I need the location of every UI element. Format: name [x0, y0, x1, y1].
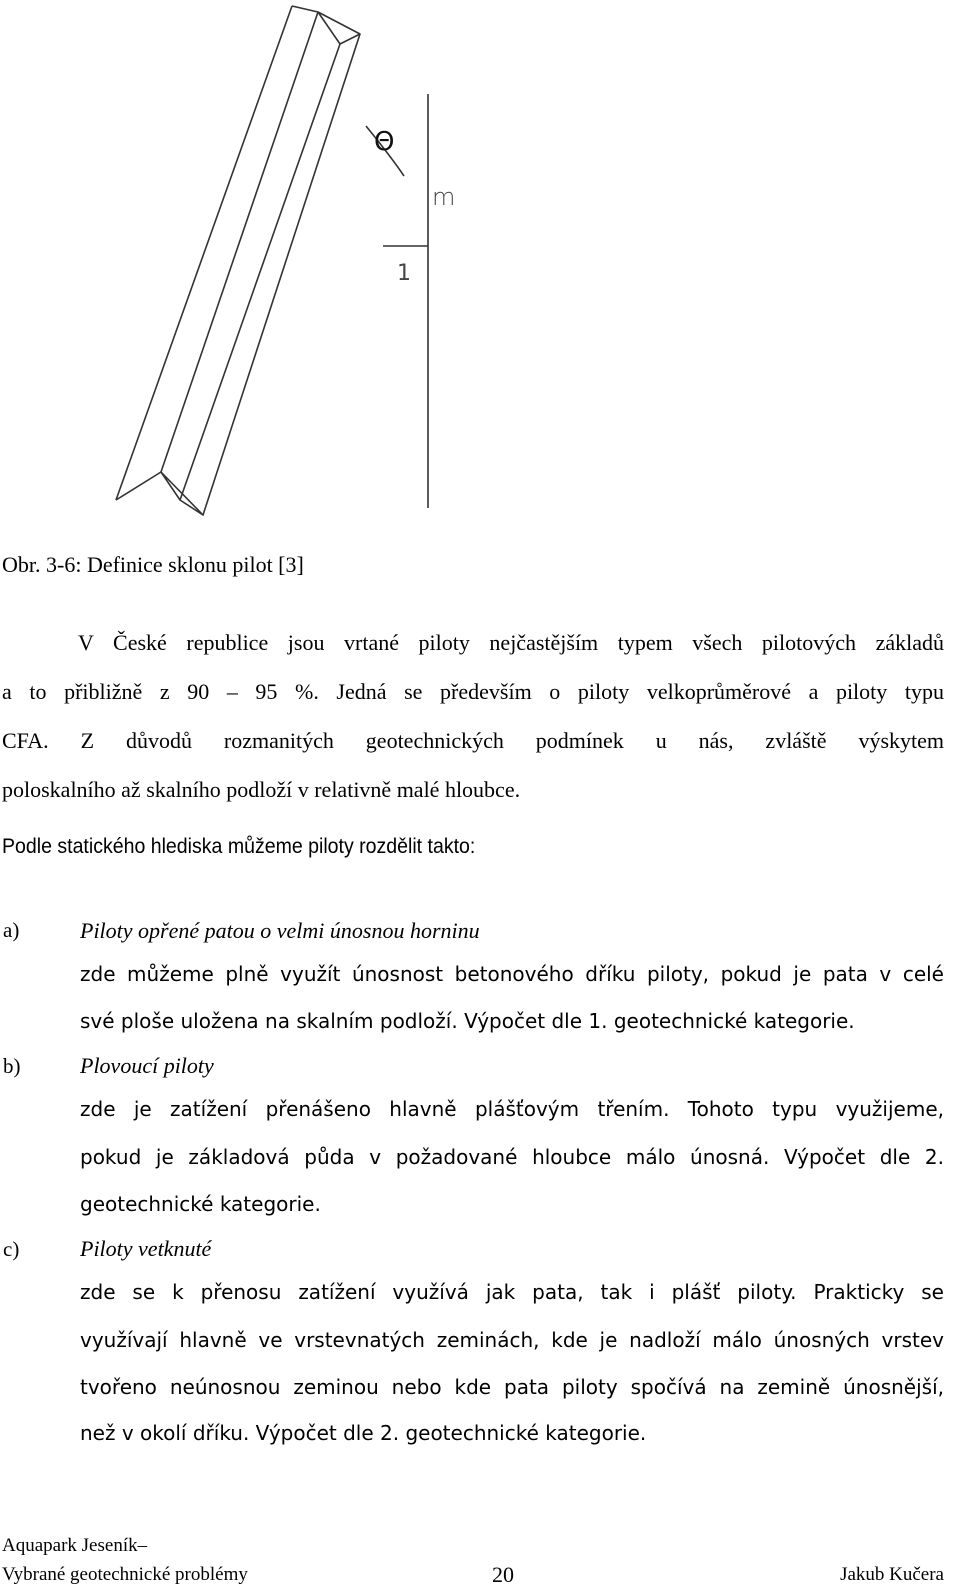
list-item-title: Piloty vetknuté	[80, 1236, 212, 1261]
footer-project: Aquapark Jeseník–	[2, 1535, 148, 1556]
classification-intro: Podle statického hlediska můžeme piloty rozdělit takto:	[2, 835, 476, 858]
m-label: m	[432, 183, 456, 211]
pile-edge-inner-right	[180, 44, 340, 500]
list-item-line: než v okolí dříku. Výpočet dle 2. geotechnické kategorie.	[80, 1421, 647, 1445]
paragraph-line: V České republice jsou vrtané piloty nejčastějším typem všech pilotových základů	[78, 630, 944, 655]
theta-label: Θ	[374, 127, 395, 157]
list-item-line: využívají hlavně ve vrstevnatých zeminách, kde je nadloží málo únosných vrstev	[80, 1328, 944, 1352]
footer-subject: Vybrané geotechnické problémy	[2, 1564, 248, 1585]
list-item-line: zde se k přenosu zatížení využívá jak pata, tak i plášť piloty. Prakticky se	[80, 1280, 944, 1304]
pile-edge-right	[203, 34, 360, 515]
list-marker: a)	[3, 918, 20, 942]
pile-inclination-figure	[0, 0, 960, 520]
list-item-line: tvořeno neúnosnou zeminou nebo kde pata piloty spočívá na zemině únosnější,	[80, 1375, 944, 1399]
list-item-line: své ploše uložena na skalním podloží. Výpočet dle 1. geotechnické kategorie.	[80, 1009, 855, 1033]
list-item-title: Piloty opřené patou o velmi únosnou horninu	[80, 918, 480, 943]
list-item-line: zde můžeme plně využít únosnost betonového dříku piloty, pokud je pata v celé	[80, 962, 944, 986]
list-item-line: zde je zatížení přenášeno hlavně plášťovým třením. Tohoto typu využijeme,	[80, 1097, 944, 1121]
list-marker: c)	[3, 1237, 20, 1261]
footer-page-number: 20	[492, 1562, 514, 1587]
figure-caption: Obr. 3-6: Definice sklonu pilot [3]	[2, 552, 304, 577]
one-label: 1	[397, 261, 411, 286]
pile-bottom-end	[116, 472, 203, 515]
paragraph-line: poloskalního až skalního podloží v relativně malé hloubce.	[2, 777, 521, 802]
pile-edge-left	[116, 6, 292, 500]
footer-author: Jakub Kučera	[840, 1564, 944, 1585]
list-marker: b)	[3, 1054, 21, 1078]
list-item-title: Plovoucí piloty	[80, 1053, 214, 1078]
pile-top-end	[292, 6, 360, 44]
paragraph-line: a to přibližně z 90 – 95 %. Jedná se především o piloty velkoprůměrové a piloty typu	[2, 679, 944, 704]
list-item-line: geotechnické kategorie.	[80, 1192, 321, 1216]
list-item-line: pokud je základová půda v požadované hloubce málo únosná. Výpočet dle 2.	[80, 1145, 944, 1169]
paragraph-line: CFA. Z důvodů rozmanitých geotechnických podmínek u nás, zvláště výskytem	[2, 728, 944, 753]
